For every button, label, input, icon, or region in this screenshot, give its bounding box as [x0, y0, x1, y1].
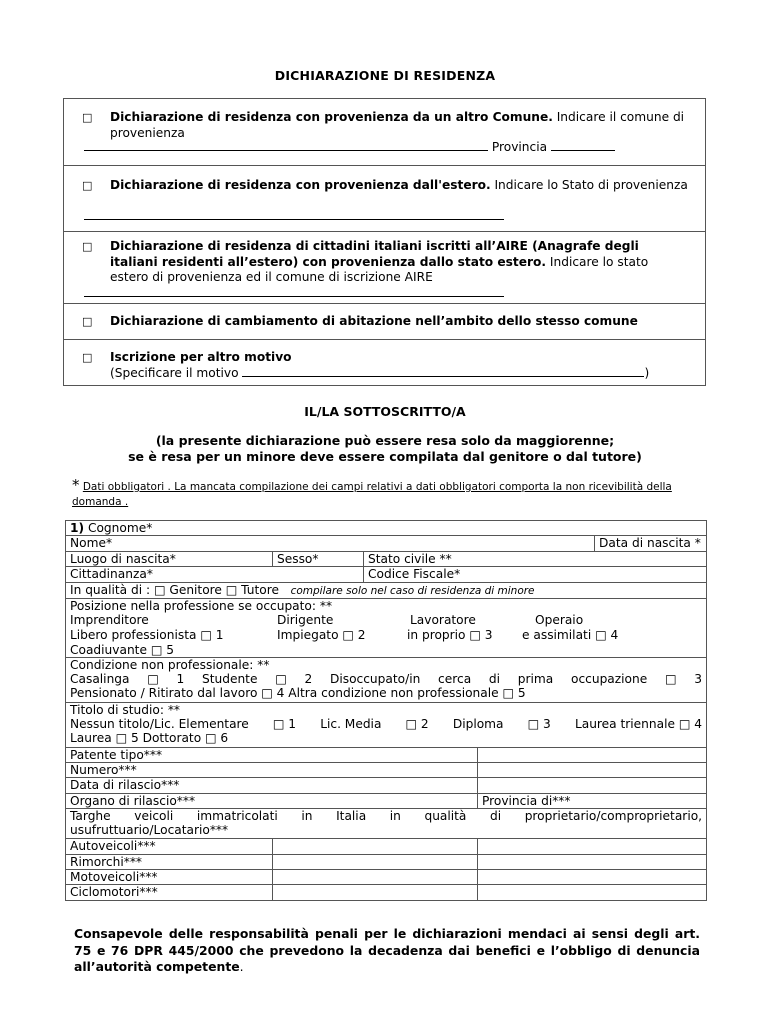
prof-option[interactable]: Coadiuvante □ 5	[70, 642, 174, 657]
mandatory-note: * Dati obbligatori . La mancata compilazione dei campi relativi a dati obbligatori comporta la non ricevibilità della domanda .	[72, 476, 672, 508]
option-aire	[64, 231, 705, 303]
rimorchi-cell-1[interactable]	[273, 854, 478, 869]
option-text: Indicare il comune di provenienza	[110, 110, 685, 140]
option-text: Indicare lo stato estero di provenienza ed il comune di iscrizione AIRE	[110, 254, 649, 284]
option-altro-motivo: □ Iscrizione per altro motivo (Specificare il motivo )	[64, 339, 705, 385]
ciclomotori-cell-2[interactable]	[478, 885, 707, 900]
declaration-options-box	[63, 98, 706, 386]
motoveicoli-cell-1[interactable]	[273, 869, 478, 884]
provincia-field[interactable]: Provincia di***	[478, 793, 707, 808]
nome-field[interactable]: Nome*	[66, 536, 595, 551]
motivo-field[interactable]	[242, 366, 644, 377]
motoveicoli-cell-2[interactable]	[478, 869, 707, 884]
organo-rilascio-field[interactable]: Organo di rilascio***	[66, 793, 478, 808]
ciclomotori-label: Ciclomotori***	[66, 885, 273, 900]
autoveicoli-label: Autoveicoli***	[66, 839, 273, 854]
titolo-studio-section: Titolo di studio: ** Nessun titolo/Lic. Elementare □ 1 Lic. Media □ 2 Diploma □ 3 Laurea triennale □ 4 Laurea □ 5 Dottorato □ 6	[66, 702, 707, 747]
option-heading: Dichiarazione di residenza con provenienza dall'estero.	[110, 178, 491, 192]
option-heading: Iscrizione per altro motivo	[110, 350, 292, 364]
option-heading: Dichiarazione di residenza di cittadini italiani iscritti all’AIRE (Anagrafe degli italiani residenti all’estero) con provenienza dallo stato estero.	[110, 239, 639, 269]
numero-value[interactable]	[478, 762, 707, 777]
prof-option[interactable]: e assimilati □ 4	[522, 627, 619, 642]
luogo-nascita-field[interactable]: Luogo di nascita*	[66, 551, 273, 566]
option-heading: Dichiarazione di cambiamento di abitazione nell’ambito dello stesso comune	[110, 314, 638, 328]
checkbox[interactable]: □	[82, 179, 93, 192]
autoveicoli-cell-2[interactable]	[478, 839, 707, 854]
rimorchi-label: Rimorchi***	[66, 854, 273, 869]
comune-field[interactable]	[84, 140, 615, 154]
subtitle: IL/LA SOTTOSCRITTO/A	[304, 404, 466, 419]
data-nascita-field[interactable]: Data di nascita *	[595, 536, 707, 551]
cognome-field[interactable]: 1) Cognome*	[66, 521, 707, 536]
option-estero	[64, 165, 705, 231]
codice-fiscale-field[interactable]: Codice Fiscale*	[364, 567, 707, 582]
prof-option[interactable]: Libero professionista □ 1	[70, 627, 224, 642]
option-cambio-abitazione	[64, 303, 705, 339]
checkbox[interactable]: □	[82, 111, 93, 124]
ciclomotori-cell-1[interactable]	[273, 885, 478, 900]
stato-field[interactable]	[84, 209, 504, 223]
cittadinanza-field[interactable]: Cittadinanza*	[66, 567, 364, 582]
qualita-row[interactable]: In qualità di : □ Genitore □ Tutore compilare solo nel caso di residenza di minore	[66, 582, 707, 598]
prof-option[interactable]: in proprio □ 3	[407, 627, 493, 642]
autoveicoli-cell-1[interactable]	[273, 839, 478, 854]
motoveicoli-label: Motoveicoli***	[66, 869, 273, 884]
sesso-field[interactable]: Sesso*	[273, 551, 364, 566]
option-heading: Dichiarazione di residenza con provenienza da un altro Comune.	[110, 110, 553, 124]
data-rilascio-field[interactable]: Data di rilascio***	[66, 778, 478, 793]
patente-tipo-field[interactable]: Patente tipo***	[66, 747, 478, 762]
studio-options-2[interactable]: Laurea □ 5 Dottorato □ 6	[70, 730, 229, 745]
data-rilascio-value[interactable]	[478, 778, 707, 793]
targhe-heading: Targhe veicoli immatricolati in Italia in qualità di proprietario/comproprietario, usufruttuario/Locatario***	[66, 809, 707, 839]
nonprof-options[interactable]: Casalinga □ 1 Studente □ 2 Disoccupato/in cerca di prima occupazione □ 3	[70, 671, 702, 686]
non-professionale-section: Condizione non professionale: ** Casalinga □ 1 Studente □ 2 Disoccupato/in cerca di prima occupazione □ 3 Pensionato / Ritirato dal lavoro □ 4 Altra condizione non professionale □ 5	[66, 657, 707, 702]
checkbox[interactable]: □	[82, 315, 93, 328]
rimorchi-cell-2[interactable]	[478, 854, 707, 869]
stato-civile-field[interactable]: Stato civile **	[364, 551, 707, 566]
minor-note: (la presente dichiarazione può essere resa solo da maggiorenne; se è resa per un minore deve essere compilata dal genitore o dal tutore)	[128, 433, 642, 464]
option-other-comune	[64, 99, 705, 165]
option-text: (Specificare il motivo	[110, 365, 239, 380]
studio-options[interactable]: Nessun titolo/Lic. Elementare □ 1 Lic. Media □ 2 Diploma □ 3 Laurea triennale □ 4	[70, 716, 702, 731]
checkbox[interactable]: □	[82, 351, 93, 364]
prof-option[interactable]: Impiegato □ 2	[277, 627, 366, 642]
professione-section: Posizione nella professione se occupato: ** Imprenditore Dirigente Lavoratore Operaio Libero professionista □ 1 Impiegato □ 2 in proprio □ 3 e assimilati □ 4 Coadiuvante □ 5	[66, 598, 707, 657]
nonprof-options-2[interactable]: Pensionato / Ritirato dal lavoro □ 4 Altra condizione non professionale □ 5	[70, 685, 526, 700]
provincia-label: Provincia	[491, 140, 548, 154]
option-text: Indicare lo Stato di provenienza	[490, 178, 688, 192]
checkbox[interactable]: □	[82, 240, 93, 253]
consapevole-statement: Consapevole delle responsabilità penali per le dichiarazioni mendaci ai sensi degli art. 75 e 76 DPR 445/2000 che prevedono la decadenza dai benefici e l’obbligo di denuncia all’autorità competente.	[74, 926, 700, 974]
aire-field[interactable]	[84, 286, 504, 300]
document-title: DICHIARAZIONE DI RESIDENZA	[274, 68, 496, 83]
numero-field[interactable]: Numero***	[66, 762, 478, 777]
patente-tipo-value[interactable]	[478, 747, 707, 762]
personal-data-table	[65, 520, 707, 901]
